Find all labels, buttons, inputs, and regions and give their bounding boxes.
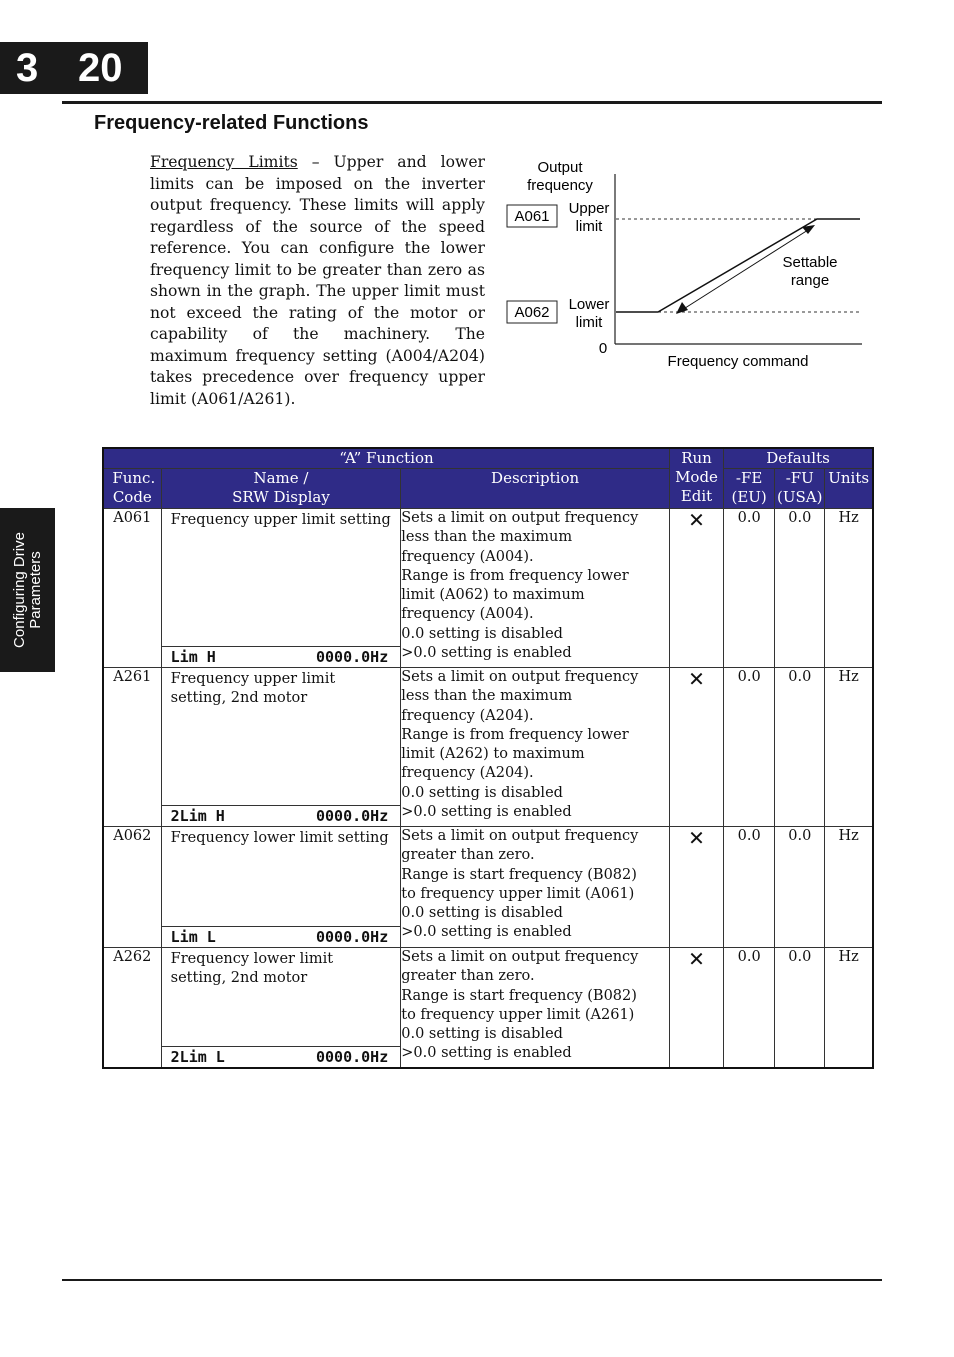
description-line: frequency (A204). [401, 765, 534, 782]
intro-text: – Upper and lower limits can be imposed on the inverter output frequency. These limits will apply regardless of the source of the speed reference. You can configure the lower frequency limit to be greater than zero as shown in the graph. The upper limit must not exceed the rating of the motor or capability of the machinery. The maximum frequency setting (A004/A204) takes precedence over frequency upper limit (A061/A261). [150, 153, 485, 408]
a-function-table [102, 447, 874, 1069]
name-cell [161, 509, 401, 668]
units-cell: Hz [825, 948, 873, 1068]
srw-display [162, 1046, 401, 1067]
srw-display-label: Lim L [170, 928, 216, 946]
description-line: >0.0 setting is enabled [401, 804, 572, 821]
description-line: frequency (A004). [401, 606, 534, 623]
description-line: Range is from frequency lower [401, 726, 629, 743]
name-cell [161, 668, 401, 827]
table-row [103, 948, 873, 1068]
table-row [103, 827, 873, 948]
srw-display-value: 0000.0Hz [316, 928, 389, 946]
run-mode-edit-cross-icon: ✕ [669, 668, 723, 827]
chapter-side-tab [0, 508, 55, 672]
fu-usa-header [775, 469, 825, 509]
description-line: Sets a limit on output frequency [401, 949, 639, 965]
run-header-line-3: Edit [680, 487, 713, 505]
function-name [162, 948, 401, 989]
description-line: frequency (A004). [401, 548, 534, 565]
chapter-number: 3 [16, 46, 39, 90]
description-line: 0.0 setting is disabled [401, 784, 563, 801]
func-code-header-text: Func. Code [112, 469, 156, 506]
lower-limit-label-2: limit [575, 314, 603, 331]
description-cell [401, 948, 670, 1068]
intro-lead: Frequency Limits [150, 153, 298, 171]
units-cell: Hz [825, 668, 873, 827]
section-title: Frequency-related Functions [94, 112, 369, 134]
description-cell [401, 668, 670, 827]
name-cell [161, 948, 401, 1068]
name-header-line-1: Name / [253, 469, 309, 487]
srw-display [162, 646, 401, 667]
settable-range-label-1: Settable [782, 254, 838, 271]
side-tab-label: Configuring Drive Parameters [10, 532, 44, 648]
srw-display [162, 926, 401, 947]
description-line: Range is start frequency (B082) [401, 987, 637, 1004]
description-line: Sets a limit on output frequency [401, 828, 639, 844]
fe-eu-header [724, 469, 775, 509]
description-line: to frequency upper limit (A061) [401, 885, 635, 902]
table-row [103, 668, 873, 827]
run-header-line-1: Run [681, 449, 712, 467]
function-name-line: setting, 2nd motor [170, 690, 308, 707]
lower-limit-label-1: Lower [568, 296, 610, 313]
name-header-line-2: SRW Display [232, 488, 330, 506]
srw-display-label: 2Lim L [170, 1047, 225, 1066]
function-name [162, 668, 401, 709]
fu-header-line-2: (USA) [777, 488, 823, 506]
description-cell [401, 509, 670, 668]
function-name [162, 509, 401, 530]
graph-origin-label: 0 [598, 340, 608, 357]
default-fe-cell: 0.0 [724, 668, 775, 827]
function-name-line: Frequency lower limit setting [170, 830, 389, 846]
description-line: >0.0 setting is enabled [401, 1045, 572, 1062]
default-fu-cell: 0.0 [775, 948, 825, 1068]
run-header-line-2: Mode [675, 468, 718, 486]
srw-display-value: 0000.0Hz [316, 648, 389, 666]
description-line: 0.0 setting is disabled [401, 625, 563, 642]
default-fu-cell: 0.0 [775, 668, 825, 827]
table-row [103, 509, 873, 668]
graph-y-label-1: Output [537, 159, 583, 176]
function-name-line: Frequency lower limit [170, 951, 334, 967]
upper-limit-code: A061 [514, 208, 550, 225]
graph-x-label: Frequency command [667, 353, 809, 370]
upper-limit-label-2: limit [575, 218, 603, 235]
srw-display-label: Lim H [170, 648, 216, 666]
run-mode-edit-header [669, 448, 723, 509]
units-header: Units [825, 469, 873, 509]
description-line: limit (A062) to maximum [401, 587, 585, 604]
name-header [161, 469, 401, 509]
srw-display-label: 2Lim H [170, 807, 225, 825]
graph-y-label-2: frequency [527, 177, 593, 194]
units-cell: Hz [825, 827, 873, 948]
description-line: less than the maximum [401, 529, 573, 546]
srw-display-value: 0000.0Hz [316, 807, 389, 825]
a-function-group-header: “A” Function [103, 448, 669, 469]
fe-header-line-1: -FE [735, 469, 763, 487]
function-name-line: Frequency upper limit setting [170, 512, 391, 528]
description-header: Description [401, 469, 670, 509]
default-fe-cell: 0.0 [724, 827, 775, 948]
lower-limit-code: A062 [514, 304, 550, 321]
description-line: less than the maximum [401, 688, 573, 705]
description-line: Sets a limit on output frequency [401, 510, 639, 526]
srw-display [162, 805, 401, 826]
run-mode-edit-cross-icon: ✕ [669, 509, 723, 668]
description-cell [401, 827, 670, 948]
function-name-line: Frequency upper limit [170, 671, 336, 687]
fu-header-line-1: -FU [785, 469, 814, 487]
func-code-cell: A261 [103, 668, 161, 827]
description-line: Range is start frequency (B082) [401, 866, 637, 883]
upper-limit-label-1: Upper [568, 200, 610, 217]
run-mode-edit-cross-icon: ✕ [669, 948, 723, 1068]
func-code-header [103, 469, 161, 509]
function-name-line: setting, 2nd motor [170, 970, 308, 987]
description-line: 0.0 setting is disabled [401, 905, 563, 922]
description-line: >0.0 setting is enabled [401, 924, 572, 941]
default-fu-cell: 0.0 [775, 827, 825, 948]
description-line: Range is from frequency lower [401, 567, 629, 584]
header-rule [62, 101, 882, 104]
default-fe-cell: 0.0 [724, 509, 775, 668]
footer-rule [62, 1279, 882, 1281]
units-cell: Hz [825, 509, 873, 668]
run-mode-edit-cross-icon: ✕ [669, 827, 723, 948]
settable-range-label-2: range [790, 272, 830, 289]
description-line: greater than zero. [401, 847, 535, 864]
srw-display-value: 0000.0Hz [316, 1047, 389, 1066]
name-cell [161, 827, 401, 948]
func-code-cell: A262 [103, 948, 161, 1068]
description-line: to frequency upper limit (A261) [401, 1006, 635, 1023]
default-fu-cell: 0.0 [775, 509, 825, 668]
description-line: limit (A262) to maximum [401, 746, 585, 763]
description-line: frequency (A204). [401, 707, 534, 724]
page-number-badge [0, 42, 148, 94]
fe-header-line-2: (EU) [731, 488, 767, 506]
func-code-cell: A061 [103, 509, 161, 668]
func-code-cell: A062 [103, 827, 161, 948]
page-number: 20 [78, 46, 123, 90]
default-fe-cell: 0.0 [724, 948, 775, 1068]
defaults-group-header: Defaults [724, 448, 873, 469]
description-line: Sets a limit on output frequency [401, 669, 639, 685]
frequency-limit-graph [500, 152, 870, 377]
function-name [162, 827, 401, 848]
description-line: 0.0 setting is disabled [401, 1026, 563, 1043]
description-line: greater than zero. [401, 968, 535, 985]
intro-paragraph [150, 152, 485, 410]
description-line: >0.0 setting is enabled [401, 645, 572, 662]
